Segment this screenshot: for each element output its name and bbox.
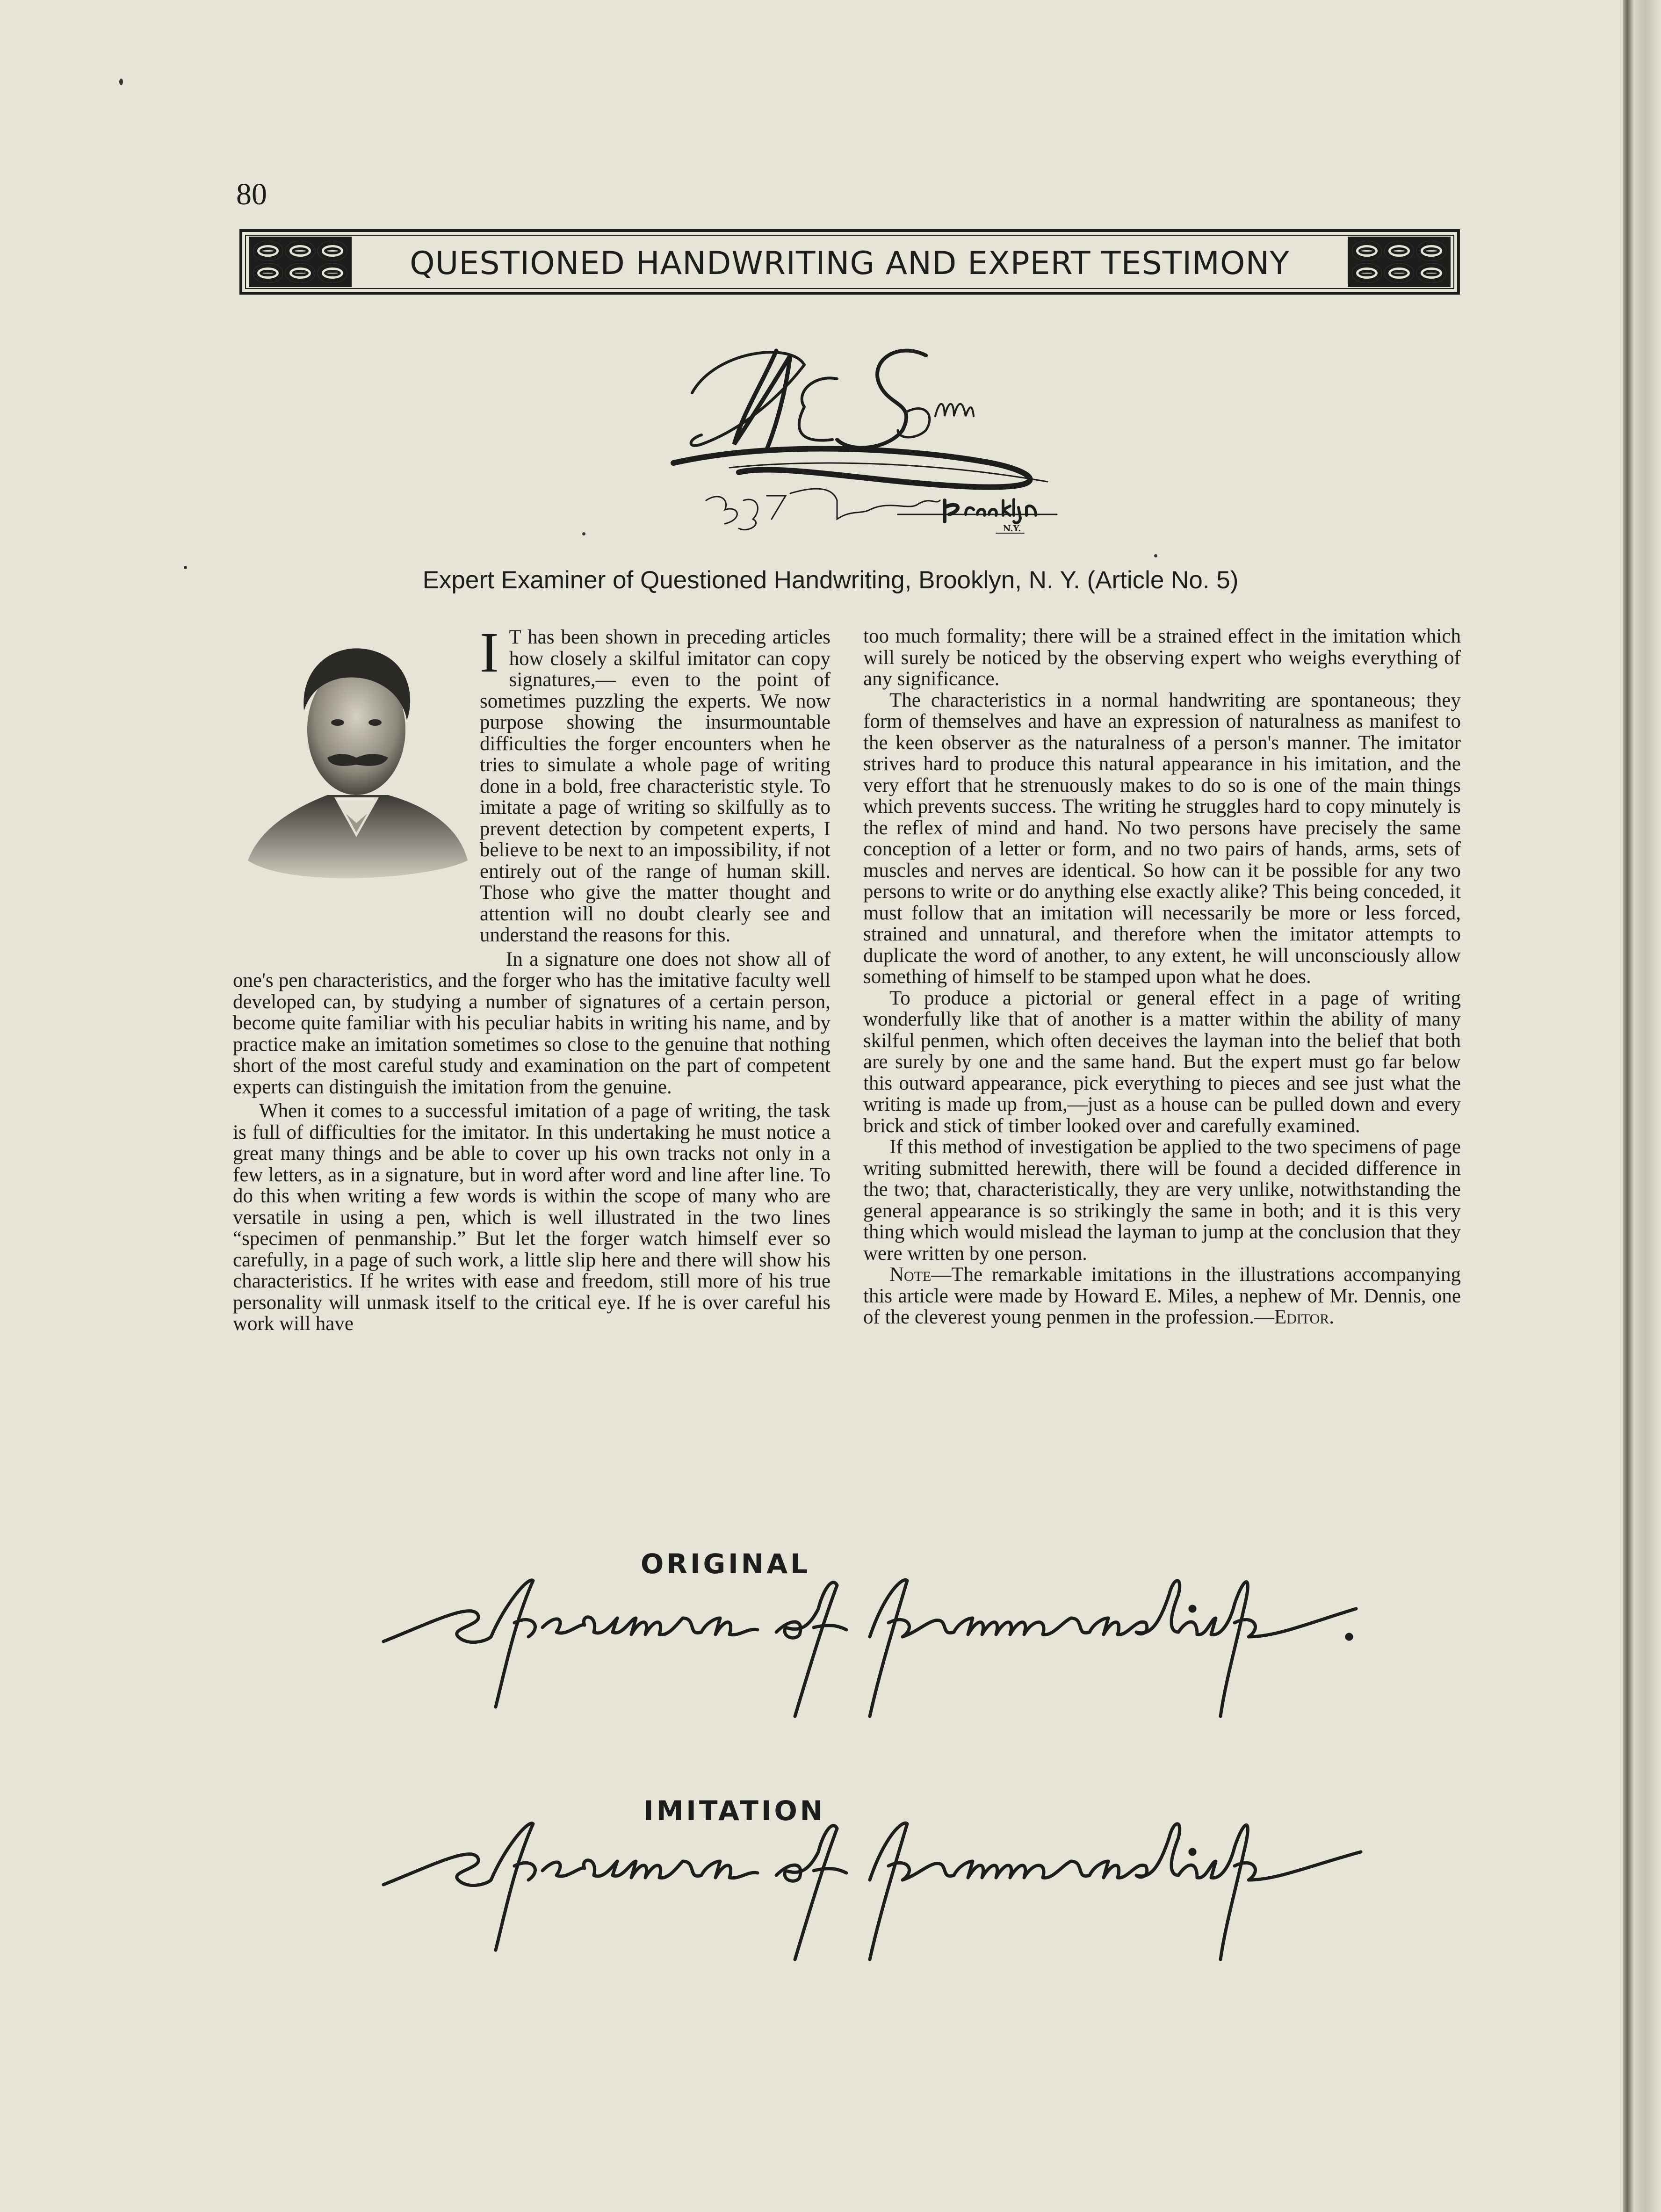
note-editor: Editor.	[1274, 1306, 1335, 1328]
paragraph: too much formality; there will be a strained effect in the imitation which will surely be noticed by the observing expert who weighs everything of any significance.	[863, 625, 1461, 690]
author-signature	[636, 323, 1104, 566]
imitation-specimen-text: Specimen of penmanship	[369, 1805, 376, 1806]
article-byline: Expert Examiner of Questioned Handwriting, Brooklyn, N. Y. (Article No. 5)	[422, 566, 1239, 594]
running-header	[239, 229, 1460, 295]
ink-speck	[582, 532, 585, 535]
imitation-specimen-script	[369, 1805, 1384, 1973]
signature-state: N.Y.	[1003, 524, 1021, 534]
ornament-icon	[249, 237, 352, 287]
ink-speck	[119, 79, 123, 85]
paragraph: T has been shown in preceding articles how closely a skilful imitator can copy signatures,— even to the point of sometimes puzzling the experts. We now purpose showing the insurmountable difficulties the forger encounters when he tries to simulate a whole page of writing done in a bold, free characteristic style. To imitate a page of writing so skilfully as to prevent detection by competent experts, I believe to be next to an impossibility, if not entirely out of the range of human skill. Those who give the matter thought and attention will no doubt clearly see and understand the reasons for this.	[480, 626, 830, 946]
paragraph: In a signature one does not show all of one's pen characteristics, and the forger who has the imitative faculty well developed can, by studying a number of signatures of a certain person, become quite familiar with his peculiar habits in writing his name, and by practice make an imitation sometimes so close to the genuine that nothing short of the most careful study and examination on the part of competent experts can distinguish the imitation from the genuine.	[233, 948, 830, 1098]
original-specimen-script	[374, 1567, 1379, 1735]
paragraph: If this method of investigation be applied to the two specimens of page writing submitted herewith, there will be found a decided difference in the two; that, characteristically, they are very unlike, notwithstanding the general appearance is so strikingly the same in both; and it is this very thing which would mislead the layman to jump at the conclusion that they were written by one person.	[863, 1136, 1461, 1265]
imitation-label: IMITATION	[643, 1795, 826, 1827]
portrait-wrap-space	[233, 627, 480, 949]
note-label: Note	[889, 1264, 932, 1286]
paragraph: The characteristics in a normal handwriting are spontaneous; they form of themselves and have an expression of naturalness as manifest to the keen observer as the naturalness of a person's manner. The imitator strives hard to produce this natural appearance in his imitation, and the very effort that he strenuously makes to do so is one of the main things which prevents success. The writing he struggles hard to copy minutely is the reflex of mind and hand. No two persons have precisely the same conception of a letter or form, and no two pairs of hands, arms, sets of muscles and nerves are identical. So how can it be possible for any two persons to write or do anything else exactly alike? This being conceded, it must follow that an imitation will necessarily be more or less forced, strained and unnatural, and therefore when the imitator attempts to duplicate the word of another, to any extent, he will unconsciously allow something of himself to be stamped upon what he does.	[863, 689, 1461, 988]
ink-speck	[1154, 554, 1157, 557]
paragraph: When it comes to a successful imitation of a page of writing, the task is full of difficulties for the imitator. In this undertaking he must notice a great many things and be able to cover up his own tracks not only in a few letters, as in a signature, but in word after word and line after line. To do this when writing a few words is within the scope of many who are versatile in using a pen, which is well illustrated in the two lines “specimen of penmanship.” But let the forger watch himself ever so carefully, in a page of such work, a little slip here and there will show his characteristics. If he writes with ease and freedom, still more of his true personality will unmask itself to the critical eye. If he is over careful his work will have	[233, 1100, 830, 1335]
editor-note	[863, 1264, 1461, 1328]
article-column-right	[863, 626, 1461, 1328]
drop-cap: I	[480, 621, 499, 684]
note-text: —The remarkable imitations in the illustrations accompanying this article were made by Howard E. Miles, a nephew of Mr. Dennis, one of the cleverest young penmen in the profession.—	[863, 1264, 1461, 1328]
ornament-icon	[1348, 237, 1451, 287]
page-number: 80	[236, 177, 267, 211]
article-column-left	[233, 621, 830, 1335]
running-title: QUESTIONED HANDWRITING AND EXPERT TESTIMONY	[410, 245, 1290, 282]
paragraph: To produce a pictorial or general effect in a page of writing wonderfully like that of another is a matter within the ability of many skilful penmen, which often deceives the layman into the belief that both are surely by one and the same hand. But the expert must go far below this outward appearance, pick everything to pieces and see just what the writing is made up from,—just as a house can be pulled down and every brick and stick of timber looked over and carefully examined.	[863, 987, 1461, 1137]
page-edge	[1623, 0, 1661, 2212]
original-label: ORIGINAL	[641, 1548, 811, 1580]
